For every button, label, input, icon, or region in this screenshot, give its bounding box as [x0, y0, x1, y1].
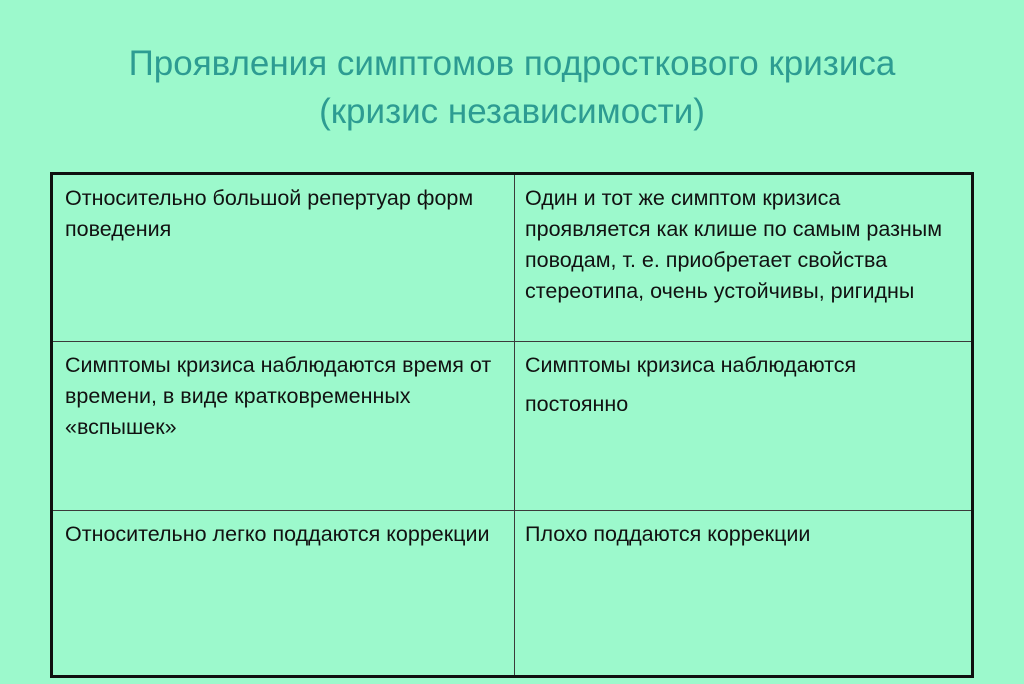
- page-title: [40, 40, 984, 136]
- table-cell-r2-right-line1: Симптомы кризиса наблюдаются: [525, 353, 857, 377]
- table-cell-r3-left: Относительно легко поддаются коррекции: [53, 511, 515, 675]
- table-cell-r1-left: Относительно большой репертуар форм поведения: [53, 175, 515, 342]
- title-line-1: Проявления симптомов подросткового кризиса: [128, 44, 896, 83]
- table-cell-r3-right: Плохо поддаются коррекции: [525, 522, 811, 546]
- table-cell-r1-right: Один и тот же симптом кризиса проявляется как клише по самым разным поводам, т. е. приобретает свойства стереотипа, очень устойчивы, ригидны: [515, 175, 971, 342]
- comparison-table: [50, 172, 974, 678]
- table-cell-r2-right-line2: постоянно: [525, 392, 629, 416]
- table-cell-r2-left: Симптомы кризиса наблюдаются время от времени, в виде кратковременных «вспышек»: [53, 342, 515, 511]
- table-cell-r2-right: [515, 342, 971, 511]
- title-line-2: (кризис независимости): [319, 92, 705, 131]
